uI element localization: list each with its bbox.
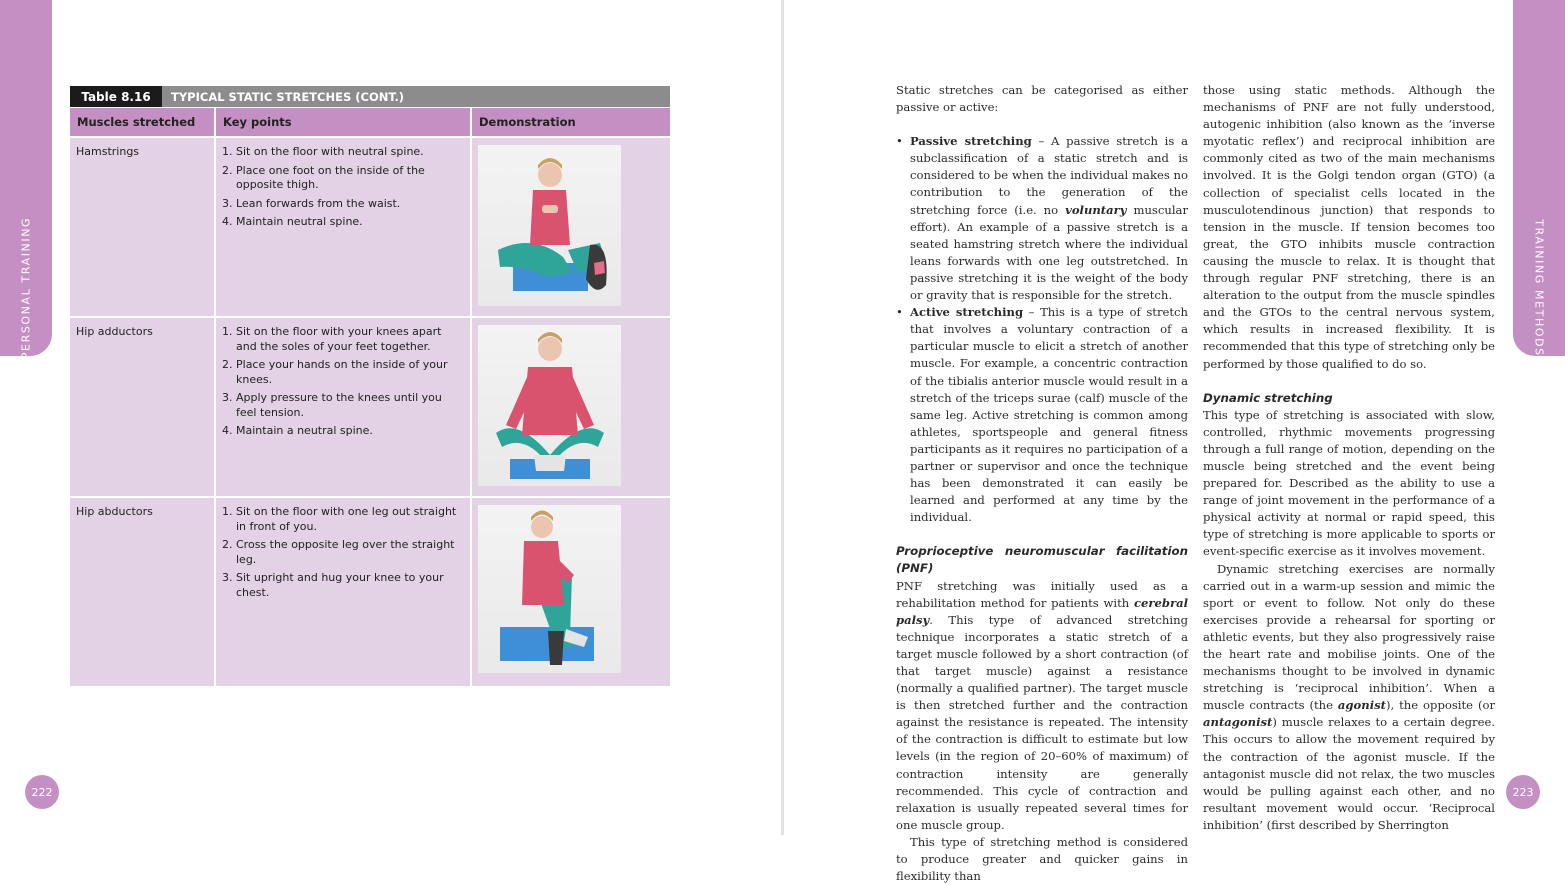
pnf-heading: Proprioceptive neuromuscular facilitation (PNF) [896,544,1188,576]
table-title: TYPICAL STATIC STRETCHES (CONT.) [171,89,405,104]
table-number: Table 8.16 [70,86,162,107]
hip-adductor-stretch-photo [478,325,621,486]
dynamic-paragraph-2: Dynamic stretching exercises are normally carried out in a warm-up session and mimic the sport or event to follow. Not only do these exercises provide a rehearsal for sporting or athletic events, but they also progressively raise the heart rate and mobilise joints. One of the mechanisms thought to be involved in dynamic stretching is ‘reciprocal inhibition’. When a muscle contracts (the agonist), the opposite (or antagonist) muscle relaxes to a certain degree. This occurs to allow the movement required by the contraction of the agonist muscle. If the antagonist muscle did not relax, the two muscles would be pulling against each other, and no resultant movement would occur. ‘Reciprocal inhibition’ (first described by Sherrington [1203,561,1495,832]
section-label-right: TRAINING METHODS [1532,219,1546,357]
key-points-cell [216,498,472,686]
section-label-left: PERSONAL TRAINING [19,216,33,360]
side-tab-right [1513,0,1565,356]
stretch-types-list [896,133,1188,526]
key-point: 3. Lean forwards from the waist. [222,196,401,210]
demonstration-cell [472,498,670,686]
active-stretching-item: • Active stretching – This is a type of stretch that involves a voluntary contraction of a particular muscle to elicit a stretch of another muscle. For example, a concentric contraction of the tibialis anterior muscle would result in a stretch of the triceps surae (calf) muscle of the same leg. Active stretching is common among athletes, sportspeople and general fitness participants as it requires no participation of a partner or supervisor and once the technique has been demonstrated it can easily be learned and performed at any time by the individual. [896,304,1188,526]
key-point: 4. Maintain neutral spine. [222,215,363,228]
side-tab-left [0,0,52,360]
key-point: 1. Sit on the floor with one leg out straight in front of you. [222,505,457,533]
key-point: 4. Maintain a neutral spine. [222,424,373,437]
table-header [70,108,670,136]
key-point: 2. Place your hands on the inside of your knees. [222,358,448,386]
key-points-cell [216,318,472,496]
pnf-paragraph: PNF stretching was initially used as a rehabilitation method for patients with cerebral palsy. This type of advanced stretching technique incorporates a static stretch of a target muscle followed by a short contraction (of that target muscle) against a resistance (normally a qualified partner). The target muscle is then stretched further and the contraction against the resistance is repeated. The intensity of the contraction is difficult to estimate but low levels (in the region of 20–60% of maximum) of contraction intensity are generally recommended. This cycle of contraction and relaxation is usually repeated several times for one muscle group. [896,578,1188,832]
key-points-list [222,325,464,439]
key-point: 3. Sit upright and hug your knee to your chest. [222,571,444,599]
page-number-right: 223 [1506,775,1540,809]
header-demonstration: Demonstration [479,115,576,129]
pnf-paragraph-2: This type of stretching method is considered to produce greater and quicker gains in flexibility than [896,834,1188,884]
hamstring-stretch-photo [478,145,621,306]
key-point: 1. Sit on the floor with your knees apart and the soles of your feet together. [222,325,442,353]
key-point: 1. Sit on the floor with neutral spine. [222,145,424,158]
pnf-continuation-paragraph: those using static methods. Although the mechanisms of PNF are not fully understood, autogenic inhibition (also known as the ‘inverse myotatic reflex’) and reciprocal inhibition are commonly cited as two of the main mechanisms involved. It is the Golgi tendon organ (GTO) (a collection of specialist cells located in the musculotendinous junction) that responds to tension in the muscle. If tension becomes too great, the GTO inhibits muscle contraction causing the muscle to relax. It is thought that through regular PNF stretching, there is an alteration to the output from the muscle spindles and the GTOs to the central nervous system, which results in increased flexibility. It is recommended that this type of stretching only be performed by those qualified to do so. [1203,83,1495,371]
table-row [70,496,670,686]
header-muscles: Muscles stretched [70,108,216,136]
text-column-1 [896,82,1188,885]
muscle-name: Hip abductors [70,498,216,686]
dynamic-paragraph: This type of stretching is associated with slow, controlled, rhythmic movements progressing through a full range of motion, depending on the muscle being stretched and the event being prepared for. Described as the ability to use a range of joint movement in the performance of a physical activity at normal or rapid speed, this type of stretching is more applicable to sports or event-specific exercise as it involves movement. [1203,407,1495,559]
key-points-cell [216,138,472,316]
table-row [70,316,670,496]
page-gutter [781,0,784,835]
key-point: 2. Place one foot on the inside of the opposite thigh. [222,163,425,191]
header-key-points: Key points [216,108,472,136]
text-column-2 [1203,82,1495,834]
muscle-name: Hip adductors [70,318,216,496]
key-points-list [222,505,464,600]
stretch-table [70,86,670,686]
table-caption [70,86,670,107]
intro-paragraph: Static stretches can be categorised as either passive or active: [896,83,1188,115]
table-row [70,136,670,316]
muscle-name: Hamstrings [70,138,216,316]
hip-abductor-stretch-photo [478,505,621,673]
demonstration-cell [472,138,670,316]
key-points-list [222,145,464,230]
dynamic-stretching-heading: Dynamic stretching [1203,390,1333,405]
passive-stretching-item: • Passive stretching – A passive stretch is a subclassification of a static stretch and is considered to be when the individual makes no contribution to the generation of the stretching force (i.e. no voluntary muscular effort). An example of a passive stretch is a seated hamstring stretch where the individual leans forwards with one leg outstretched. In passive stretching it is the weight of the body or gravity that is responsible for the stretch. [896,133,1188,304]
key-point: 2. Cross the opposite leg over the straight leg. [222,538,455,566]
key-point: 3. Apply pressure to the knees until you feel tension. [222,391,442,419]
demonstration-cell [472,318,670,496]
page-number-left: 222 [25,775,59,809]
